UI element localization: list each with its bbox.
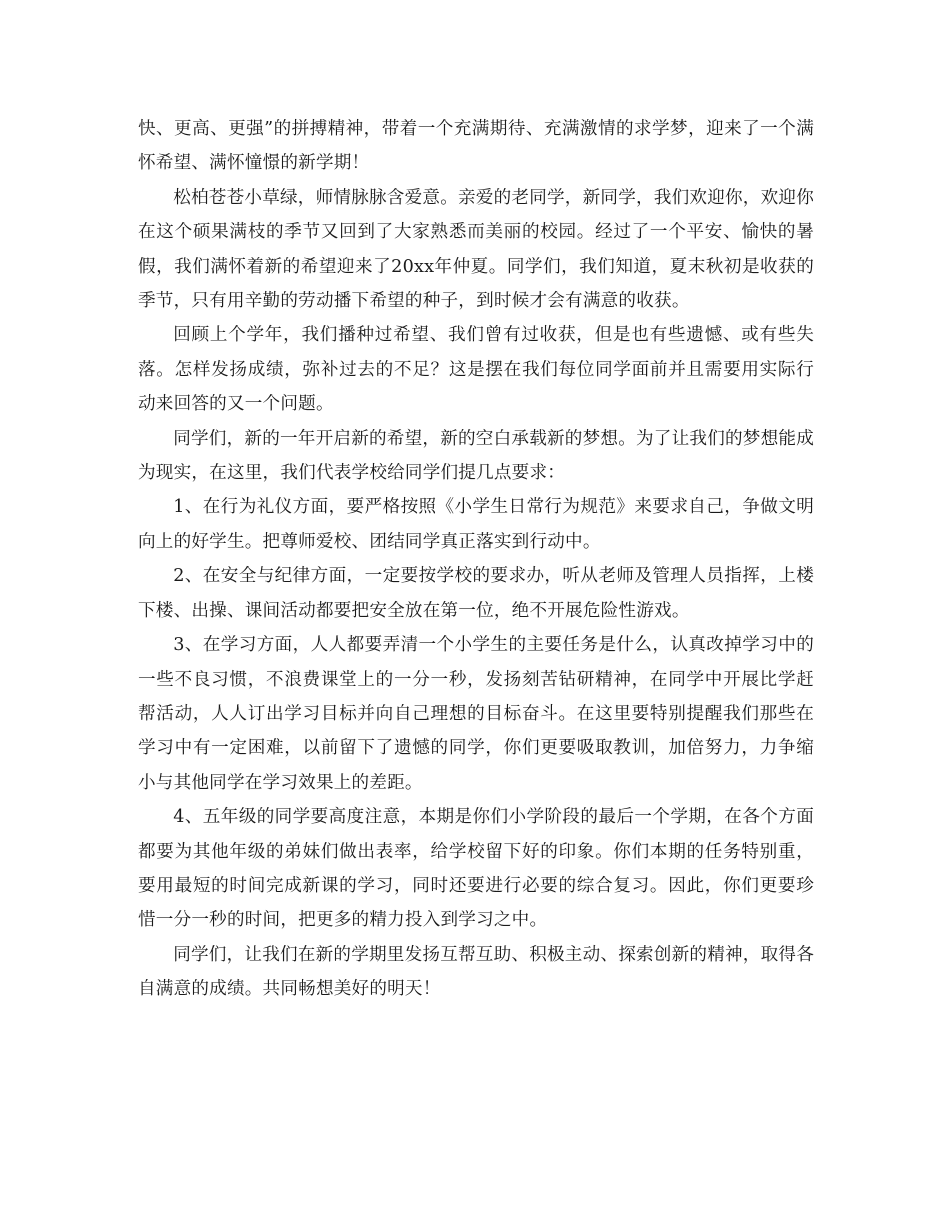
paragraph-requirement-1: 1、在行为礼仪方面，要严格按照《小学生日常行为规范》来要求自己，争做文明向上的好学生。把尊师爱校、团结同学真正落实到行动中。: [138, 497, 814, 552]
paragraph-requirement-2: 2、在安全与纪律方面，一定要按学校的要求办，听从老师及管理人员指挥，上楼下楼、出操、课间活动都要把安全放在第一位，绝不开展危险性游戏。: [138, 566, 814, 621]
paragraph-requirement-4: 4、五年级的同学要高度注意，本期是你们小学阶段的最后一个学期，在各个方面都要为其他年级的弟妹们做出表率，给学校留下好的印象。你们本期的任务特别重，要用最短的时间完成新课的学习，同时还要进行必要的综合复习。因此，你们更要珍惜一分一秒的时间，把更多的精力投入到学习之中。: [138, 807, 814, 931]
paragraph-review: 回顾上个学年，我们播种过希望、我们曾有过收获，但是也有些遗憾、或有些失落。怎样发扬成绩，弥补过去的不足？这是摆在我们每位同学面前并且需要用实际行动来回答的又一个问题。: [138, 325, 814, 415]
paragraph-requirement-3: 3、在学习方面，人人都要弄清一个小学生的主要任务是什么，认真改掉学习中的一些不良习惯，不浪费课堂上的一分一秒，发扬刻苦钻研精神，在同学中开展比学赶帮活动，人人订出学习目标并向自己理想的目标奋斗。在这里要特别提醒我们那些在学习中有一定困难，以前留下了遗憾的同学，你们更要吸取教训，加倍努力，力争缩小与其他同学在学习效果上的差距。: [138, 635, 814, 793]
paragraph-new-year: 同学们，新的一年开启新的希望，新的空白承载新的梦想。为了让我们的梦想能成为现实，在这里，我们代表学校给同学们提几点要求：: [138, 428, 814, 484]
paragraph-closing: 同学们，让我们在新的学期里发扬互帮互助、积极主动、探索创新的精神，取得各自满意的成绩。共同畅想美好的明天！: [138, 944, 814, 1000]
paragraph-welcome: 松柏苍苍小草绿，师情脉脉含爱意。亲爱的老同学，新同学，我们欢迎你，欢迎你在这个硕果满枝的季节又回到了大家熟悉而美丽的校园。经过了一个平安、愉快的暑假，我们满怀着新的希望迎来了20xx年仲夏。同学们，我们知道，夏末秋初是收获的季节，只有用辛勤的劳动播下希望的种子，到时候才会有满意的收获。: [138, 187, 814, 312]
document-body: [138, 112, 814, 1007]
paragraph-continued: 快、更高、更强”的拼搏精神，带着一个充满期待、充满激情的求学梦，迎来了一个满怀希望、满怀憧憬的新学期！: [138, 119, 814, 174]
